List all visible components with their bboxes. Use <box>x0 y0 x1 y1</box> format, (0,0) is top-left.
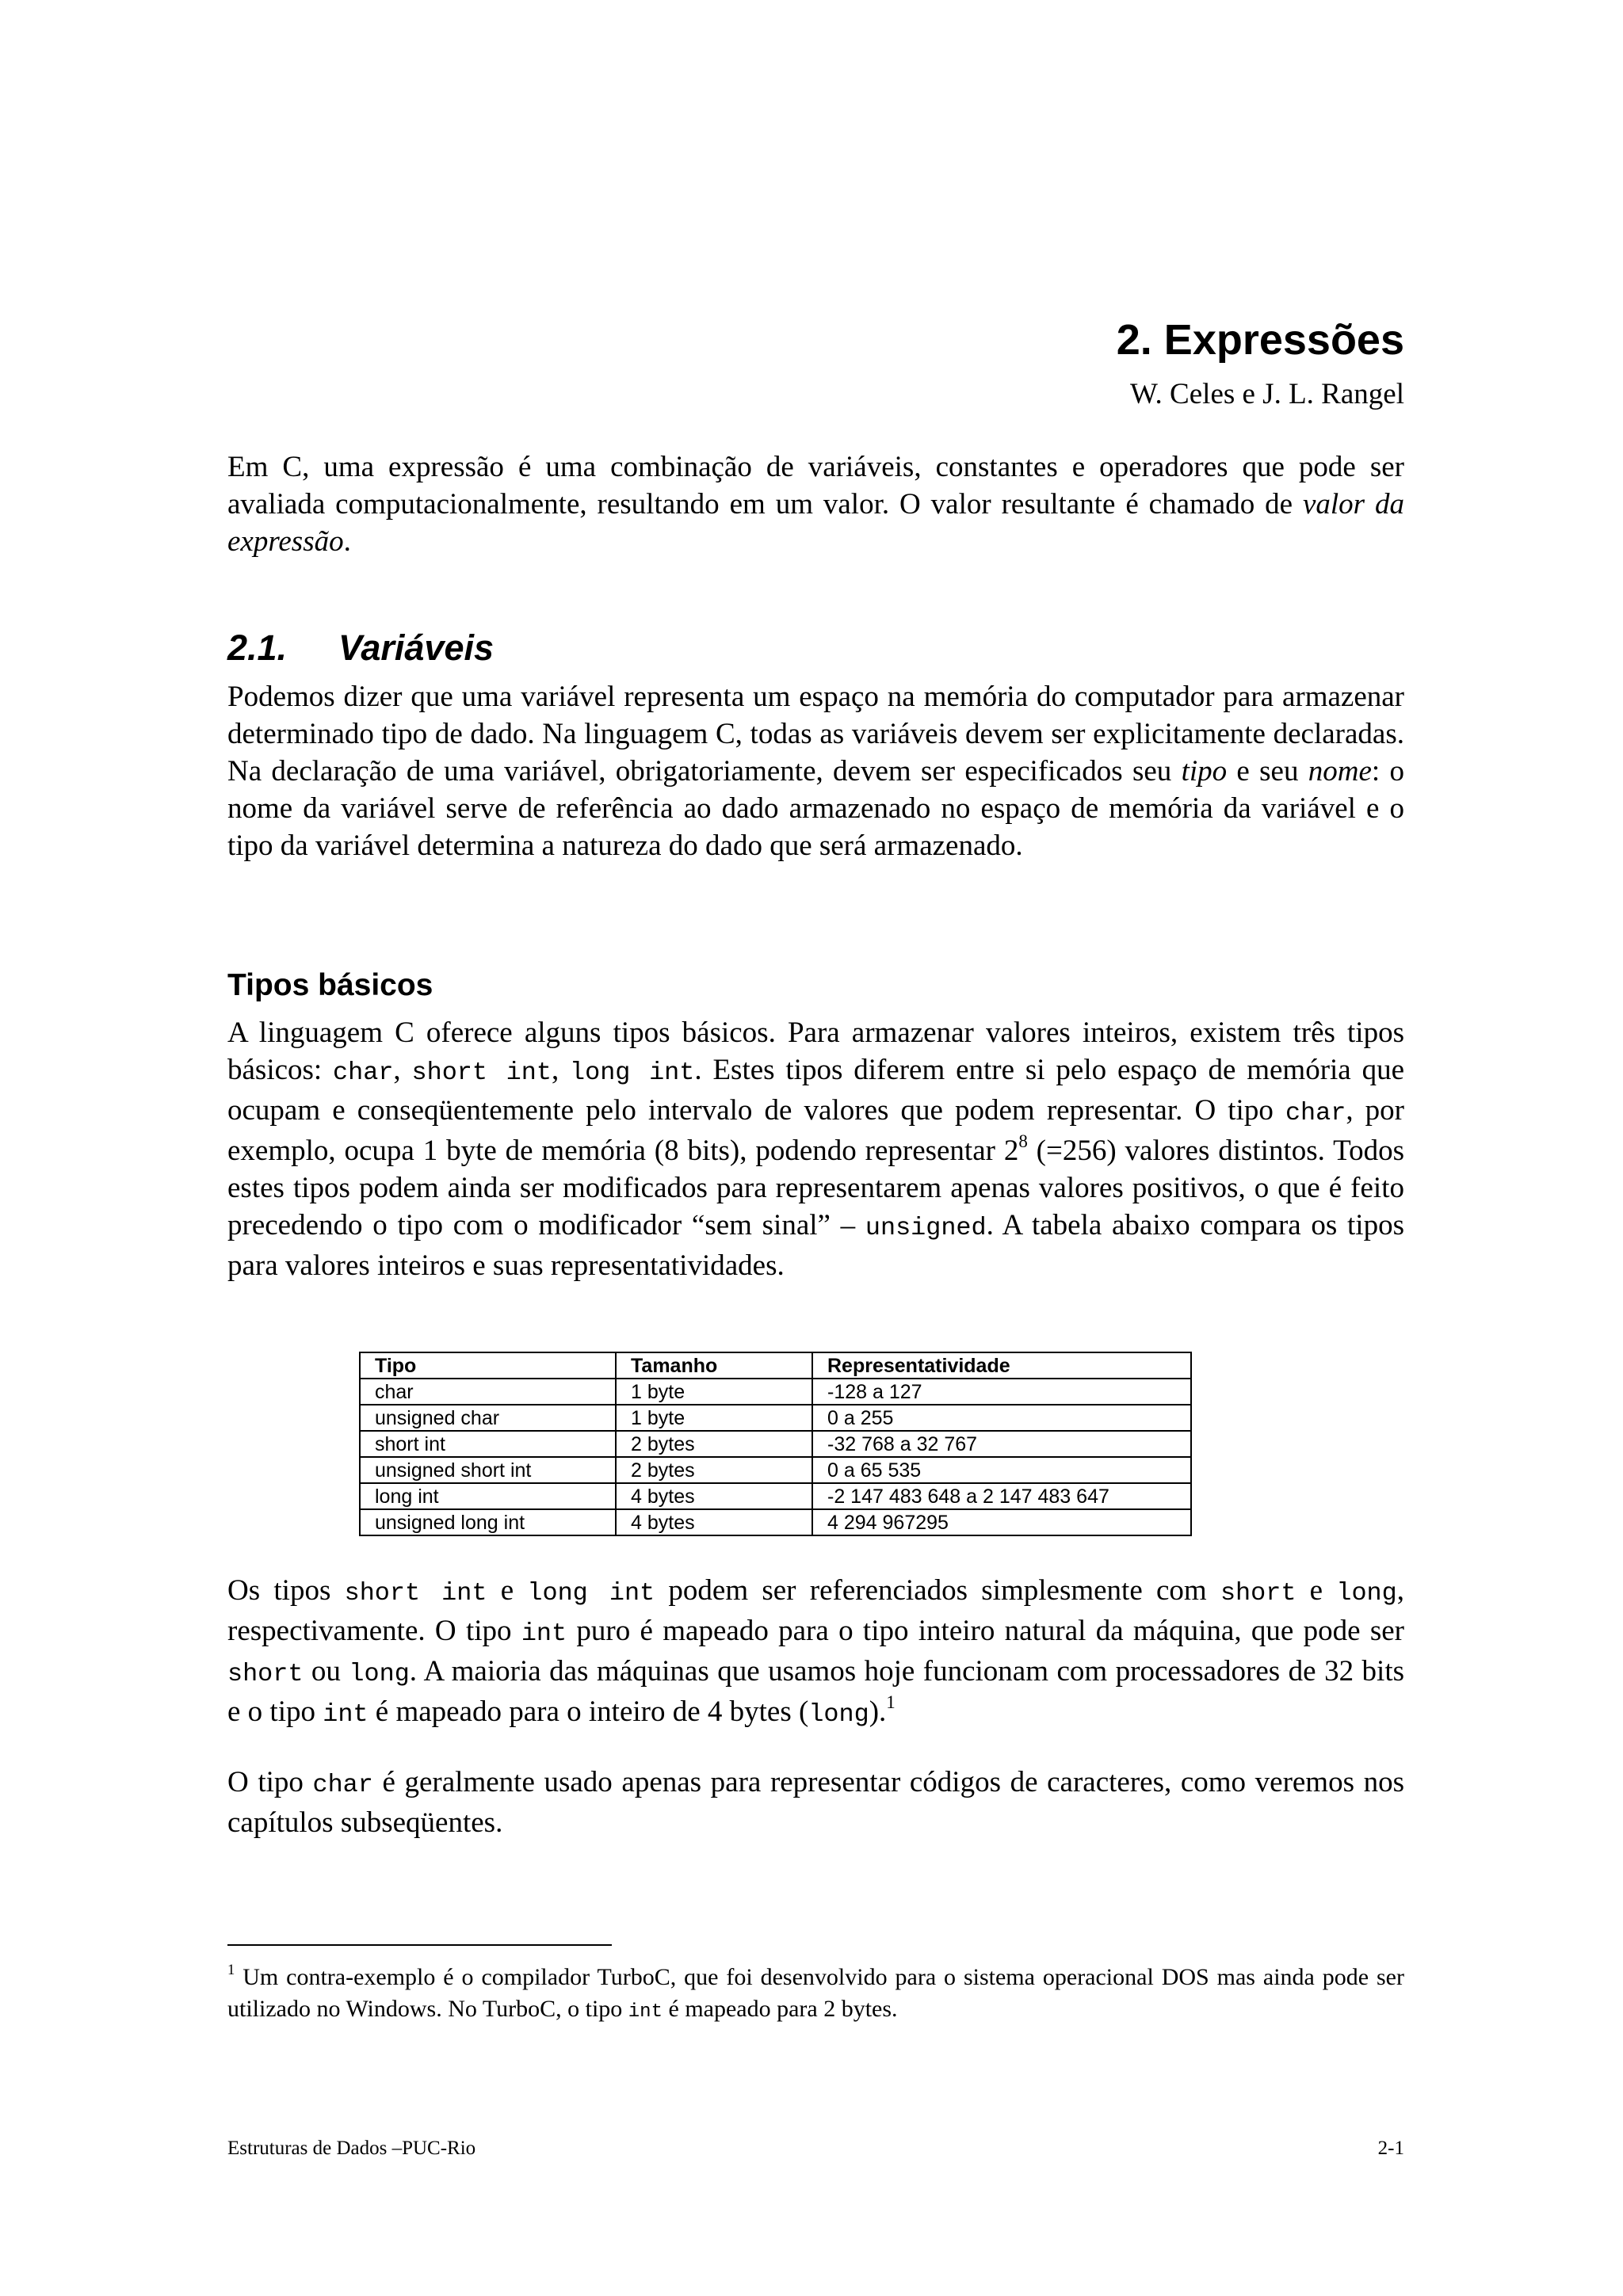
code-char: char <box>312 1771 373 1799</box>
text-run: ou <box>303 1655 349 1688</box>
section-number: 2.1. <box>227 627 288 668</box>
code-short-int: short int <box>344 1579 487 1608</box>
italic-nome: nome <box>1308 755 1372 788</box>
text-run: , <box>393 1054 412 1086</box>
text-run: Um contra-exemplo é o compilador TurboC, que foi desenvolvido para o sistema operacional DOS mas ainda pode ser utilizado no Windows. No TurboC, o tipo <box>227 1964 1404 2022</box>
code-char: char <box>1285 1099 1346 1127</box>
code-int: int <box>521 1619 567 1648</box>
code-short: short <box>1220 1579 1296 1608</box>
code-short-int: short int <box>411 1058 552 1087</box>
text-run: : o nome da variável serve de referência ao dado armazenado no espaço de memória da variável e o tipo da variável determina a natureza do dado que será armazenado. <box>227 755 1404 862</box>
code-short: short <box>227 1660 304 1688</box>
subsection-heading: Tipos básicos <box>227 968 433 1002</box>
text-run: , respectivamente. O tipo <box>227 1574 1404 1647</box>
code-long: long <box>349 1660 410 1688</box>
text-run: , <box>551 1054 571 1086</box>
code-long: long <box>1336 1579 1397 1608</box>
section-title: Variáveis <box>338 627 494 668</box>
table-header-row <box>360 1352 1191 1379</box>
cell-tipo: unsigned short int <box>360 1457 616 1483</box>
cell-tipo: long int <box>360 1483 616 1509</box>
header-tipo: Tipo <box>360 1352 616 1379</box>
text-run: (=256) valores distintos. Todos estes tipos podem ainda ser modificados para representarem apenas valores positivos, o que é feito precedendo o tipo com o modificador “sem sinal” – <box>227 1135 1404 1241</box>
cell-representatividade: 4 294 967295 <box>812 1509 1191 1535</box>
footnote-divider <box>227 1944 612 1946</box>
text-run: . A tabela abaixo compara os tipos para valores inteiros e suas representatividades. <box>227 1209 1404 1282</box>
table-row <box>360 1405 1191 1431</box>
code-long: long <box>808 1700 869 1729</box>
code-long-int: long int <box>527 1579 655 1608</box>
cell-representatividade: -2 147 483 648 a 2 147 483 647 <box>812 1483 1191 1509</box>
text-run: , por exemplo, ocupa 1 byte de memória (8 bits), podendo representar 2 <box>227 1094 1404 1167</box>
text-run: Podemos dizer que uma variável representa um espaço na memória do computador para armazenar determinado tipo de dado. Na linguagem C, todas as variáveis devem ser explicitamente declaradas. Na declaração de uma variável, obrigatoriamente, devem ser especificados seu <box>227 681 1404 788</box>
short-long-paragraph <box>227 1572 1404 1733</box>
text-run: podem ser referenciados simplesmente com <box>655 1574 1220 1607</box>
cell-tamanho: 4 bytes <box>616 1483 812 1509</box>
superscript: 8 <box>1018 1131 1028 1152</box>
variables-paragraph <box>227 678 1404 864</box>
text-run: ). <box>869 1695 887 1728</box>
text-run: A linguagem C oferece alguns tipos básicos. Para armazenar valores inteiros, existem três tipos básicos: <box>227 1016 1404 1086</box>
authors: W. Celes e J. L. Rangel <box>1130 378 1404 410</box>
cell-representatividade: 0 a 65 535 <box>812 1457 1191 1483</box>
cell-tamanho: 4 bytes <box>616 1509 812 1535</box>
basic-types-paragraph <box>227 1014 1404 1284</box>
cell-representatividade: -128 a 127 <box>812 1379 1191 1405</box>
table-row <box>360 1509 1191 1535</box>
code-int: int <box>323 1700 369 1729</box>
table-row <box>360 1431 1191 1457</box>
table-row <box>360 1457 1191 1483</box>
intro-italic: valor da expressão <box>227 488 1404 558</box>
cell-tipo: short int <box>360 1431 616 1457</box>
cell-tamanho: 1 byte <box>616 1405 812 1431</box>
code-int: int <box>628 2001 663 2023</box>
footnote-marker: 1 <box>227 1962 235 1979</box>
table-row <box>360 1379 1191 1405</box>
text-run: e seu <box>1227 755 1308 788</box>
section-heading <box>227 627 494 669</box>
cell-tipo: char <box>360 1379 616 1405</box>
header-tamanho: Tamanho <box>616 1352 812 1379</box>
page-number: 2-1 <box>1377 2138 1404 2159</box>
cell-tamanho: 2 bytes <box>616 1457 812 1483</box>
cell-tipo: unsigned long int <box>360 1509 616 1535</box>
footer-title: Estruturas de Dados –PUC-Rio <box>227 2138 476 2159</box>
text-run: O tipo <box>227 1766 313 1798</box>
table-row <box>360 1483 1191 1509</box>
chapter-title: 2. Expressões <box>1116 316 1404 364</box>
footnote-reference: 1 <box>886 1692 896 1713</box>
cell-representatividade: 0 a 255 <box>812 1405 1191 1431</box>
text-run: é mapeado para 2 bytes. <box>663 1996 898 2022</box>
cell-tamanho: 1 byte <box>616 1379 812 1405</box>
text-run: e <box>1296 1574 1337 1607</box>
text-run: puro é mapeado para o tipo inteiro natural da máquina, que pode ser <box>567 1615 1404 1647</box>
code-unsigned: unsigned <box>865 1214 987 1242</box>
text-run: é mapeado para o inteiro de 4 bytes ( <box>368 1695 809 1728</box>
intro-text: Em C, uma expressão é uma combinação de variáveis, constantes e operadores que pode ser avaliada computacionalmente, resultando em um valor. O valor resultante é chamado de <box>227 451 1404 521</box>
text-run: Os tipos <box>227 1574 345 1607</box>
italic-tipo: tipo <box>1181 755 1228 788</box>
text-run: é geralmente usado apenas para representar códigos de caracteres, como veremos nos capítulos subseqüentes. <box>227 1766 1404 1839</box>
text-run: . A maioria das máquinas que usamos hoje funcionam com processadores de 32 bits e o tipo <box>227 1655 1405 1728</box>
cell-representatividade: -32 768 a 32 767 <box>812 1431 1191 1457</box>
text-run: e <box>487 1574 528 1607</box>
char-paragraph <box>227 1764 1404 1841</box>
intro-paragraph <box>227 448 1404 560</box>
integer-types-table <box>359 1352 1192 1536</box>
code-long-int: long int <box>570 1058 695 1087</box>
footnote <box>227 1962 1404 2028</box>
code-char: char <box>333 1058 394 1087</box>
cell-tipo: unsigned char <box>360 1405 616 1431</box>
intro-end: . <box>343 525 351 558</box>
text-run: . Estes tipos diferem entre si pelo espaço de memória que ocupam e conseqüentemente pelo intervalo de valores que podem representar. O tipo <box>227 1054 1404 1127</box>
header-representatividade: Representatividade <box>812 1352 1191 1379</box>
cell-tamanho: 2 bytes <box>616 1431 812 1457</box>
